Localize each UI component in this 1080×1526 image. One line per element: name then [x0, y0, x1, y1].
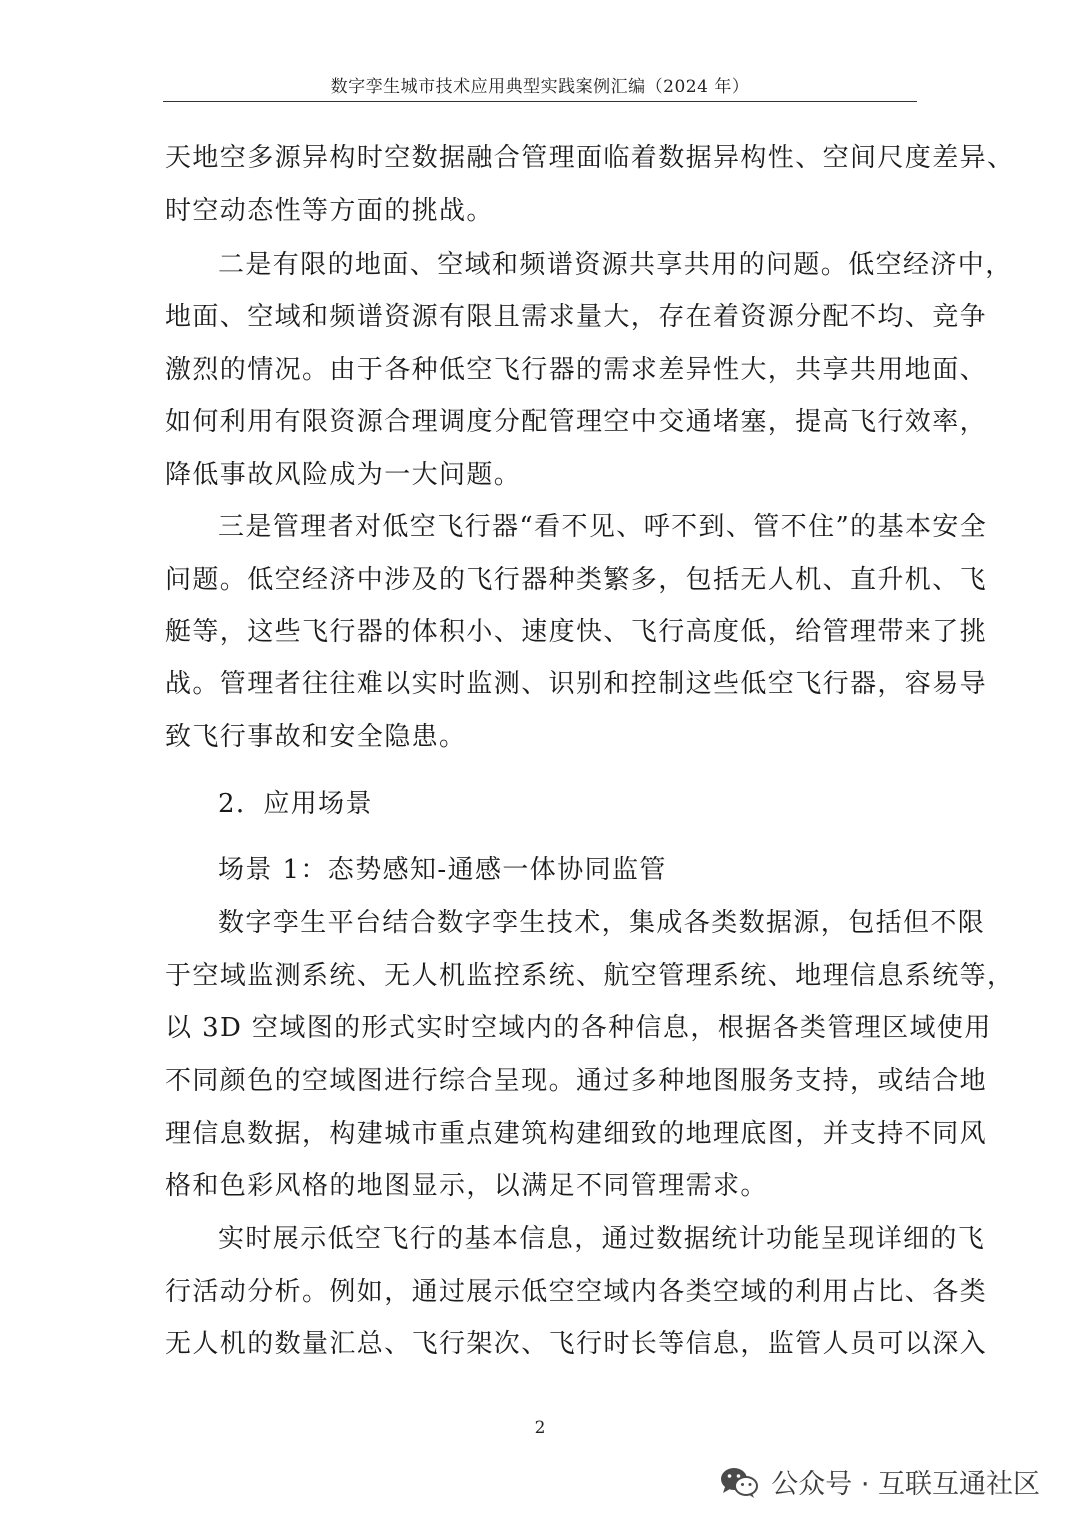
- body-line: 数字孪生平台结合数字孪生技术，集成各类数据源，包括但不限: [218, 908, 986, 938]
- watermark: [719, 1462, 1040, 1501]
- body-line: 致飞行事故和安全隐患。: [165, 722, 467, 752]
- body-line: 降低事故风险成为一大问题。: [165, 460, 522, 490]
- body-line: 二是有限的地面、空域和频谱资源共享共用的问题。低空经济中，: [218, 250, 1013, 280]
- wechat-icon: [719, 1465, 759, 1499]
- section-heading: 2．应用场景: [218, 789, 373, 819]
- body-line: 天地空多源异构时空数据融合管理面临着数据异构性、空间尺度差异、: [165, 143, 1015, 173]
- body-line: 激烈的情况。由于各种低空飞行器的需求差异性大，共享共用地面、: [165, 355, 988, 385]
- body-line: 理信息数据，构建城市重点建筑构建细致的地理底图，并支持不同风: [165, 1119, 988, 1149]
- header-rule: [163, 101, 917, 102]
- body-line: 问题。低空经济中涉及的飞行器种类繁多，包括无人机、直升机、飞: [165, 565, 988, 595]
- body-line: 实时展示低空飞行的基本信息，通过数据统计功能呈现详细的飞: [218, 1224, 986, 1254]
- body-line: 地面、空域和频谱资源有限且需求量大，存在着资源分配不均、竞争: [165, 302, 988, 332]
- body-line: 于空域监测系统、无人机监控系统、航空管理系统、地理信息系统等，: [165, 961, 1015, 991]
- page-header: 数字孪生城市技术应用典型实践案例汇编（2024 年）: [330, 77, 750, 97]
- body-line: 艇等，这些飞行器的体积小、速度快、飞行高度低，给管理带来了挑: [165, 617, 988, 647]
- body-line: 战。管理者往往难以实时监测、识别和控制这些低空飞行器，容易导: [165, 669, 988, 699]
- body-line: 如何利用有限资源合理调度分配管理空中交通堵塞，提高飞行效率，: [165, 407, 988, 437]
- body-line: 三是管理者对低空飞行器“看不见、呼不到、管不住”的基本安全: [218, 512, 988, 542]
- body-line: 无人机的数量汇总、飞行架次、飞行时长等信息，监管人员可以深入: [165, 1329, 988, 1359]
- body-line: 行活动分析。例如，通过展示低空空域内各类空域的利用占比、各类: [165, 1277, 988, 1307]
- body-line: 格和色彩风格的地图显示，以满足不同管理需求。: [165, 1171, 768, 1201]
- page-number: 2: [534, 1418, 546, 1438]
- scenario-title: 场景 1：态势感知-通感一体协同监管: [218, 855, 667, 885]
- body-line: 时空动态性等方面的挑战。: [165, 196, 494, 226]
- body-line: 不同颜色的空域图进行综合呈现。通过多种地图服务支持，或结合地: [165, 1066, 988, 1096]
- watermark-text: 公众号 · 互联互通社区: [771, 1469, 1040, 1500]
- body-line: 以 3D 空域图的形式实时空域内的各种信息，根据各类管理区域使用: [165, 1013, 992, 1043]
